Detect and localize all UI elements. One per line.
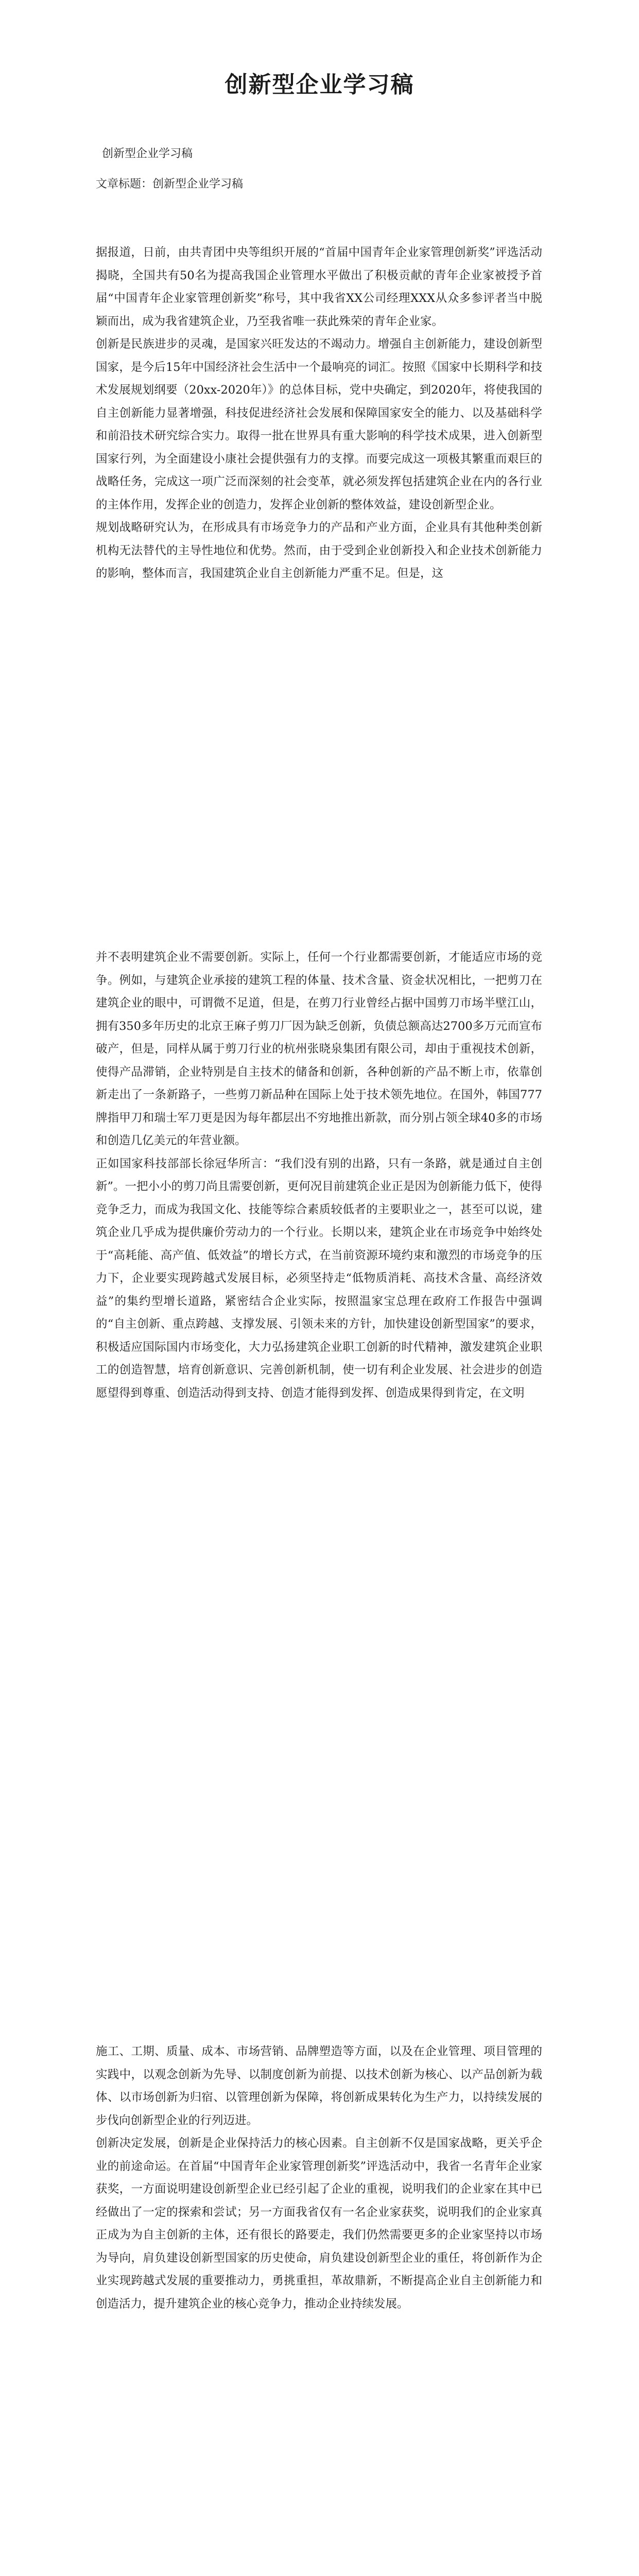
- paragraph: 施工、工期、质量、成本、市场营销、品牌塑造等方面，以及在企业管理、项目管理的实践中，以观念创新为先导、以制度创新为前提、以技术创新为核心、以产品创新为载体、以市场创新为归宿、以管理创新为保障，将创新成果转化为生产力，以持续发展的步伐向创新型企业的行列迈进。: [96, 2045, 542, 2127]
- document-title: 创新型企业学习稿: [224, 72, 415, 98]
- paragraph: 并不表明建筑企业不需要创新。实际上，任何一个行业都需要创新，才能适应市场的竞争。例如，与建筑企业承接的建筑工程的体量、技术含量、资金状况相比，一把剪刀在建筑企业的眼中，可谓微不足道，但是，在剪刀行业曾经占据中国剪刀市场半壁江山，拥有350多年历史的北京王麻子剪刀厂因为缺乏创新，负债总额高达2700多万元而宣布破产，但是，同样从属于剪刀行业的杭州张晓泉集团有限公司，却由于重视技术创新，使得产品滞销，企业特别是自主技术的储备和创新，各种创新的产品不断上市，依靠创新走出了一条新路子，一些剪刀新品种在国际上处于技术领先地位。在国外，韩国777牌指甲刀和瑞士军刀更是因为每年都层出不穷地推出新款，而分别占领全球40多的市场和创造几亿美元的年营业额。: [96, 951, 542, 1147]
- paragraph: 规划战略研究认为，在形成具有市场竞争力的产品和产业方面，企业具有其他种类创新机构无法替代的主导性地位和优势。然而，由于受到企业创新投入和企业技术创新能力的影响，整体而言，我国建筑企业自主创新能力严重不足。但是，这: [96, 521, 542, 580]
- paragraph: 正如国家科技部部长徐冠华所言：“我们没有别的出路，只有一条路，就是通过自主创新”。一把小小的剪刀尚且需要创新，更何况目前建筑企业正是因为创新能力低下，使得竞争乏力，而成为我国文化、技能等综合素质较低者的主要职业之一，甚至可以说，建筑企业几乎成为提供廉价劳动力的一个行业。长期以来，建筑企业在市场竞争中始终处于“高耗能、高产值、低效益”的增长方式，在当前资源环境约束和激烈的市场竞争的压力下，企业要实现跨越式发展目标，必须坚持走“低物质消耗、高技术含量、高经济效益”的集约型增长道路，紧密结合企业实际，按照温家宝总理在政府工作报告中强调的“自主创新、重点跨越、支撑发展、引领未来的方针，加快建设创新型国家”的要求，积极适应国际国内市场变化，大力弘扬建筑企业职工创新的时代精神，激发建筑企业职工的创造智慧，培育创新意识、完善创新机制，使一切有利企业发展、社会进步的创造愿望得到尊重、创造活动得到支持、创造才能得到发挥、创造成果得到肯定，在文明: [96, 1157, 542, 1400]
- text-block-1: [96, 241, 542, 585]
- paragraph: 创新是民族进步的灵魂，是国家兴旺发达的不竭动力。增强自主创新能力，建设创新型国家，是今后15年中国经济社会生活中一个最响亮的词汇。按照《国家中长期科学和技术发展规划纲要（20xx-2020年）》的总体目标，党中央确定，到2020年，将使我国的自主创新能力显著增强，科技促进经济社会发展和保障国家安全的能力、以及基础科学和前沿技术研究综合实力。取得一批在世界具有重大影响的科学技术成果，进入创新型国家行列，为全面建设小康社会提供强有力的支撑。而要完成这一项极其繁重而艰巨的战略任务，完成这一项广泛而深刻的社会变革，就必须发挥包括建筑企业在内的各行业的主体作用，发挥企业的创造力，发挥企业创新的整体效益，建设创新型企业。: [96, 337, 542, 512]
- paragraph: 创新决定发展，创新是企业保持活力的核心因素。自主创新不仅是国家战略，更关乎企业的前途命运。在首届“中国青年企业家管理创新奖”评选活动中，我省一名青年企业家获奖，一方面说明建设创新型企业已经引起了企业的重视，说明我们的企业家在其中已经做出了一定的探索和尝试；另一方面我省仅有一名企业家获奖，说明我们的企业家真正成为为自主创新的主体，还有很长的路要走，我们仍然需要更多的企业家坚持以市场为导向，肩负建设创新型国家的历史使命，肩负建设创新型企业的重任，将创新作为企业实现跨越式发展的重要推动力，勇挑重担，革故鼎新，不断提高企业自主创新能力和创造活力，提升建筑企业的核心竞争力，推动企业持续发展。: [96, 2137, 542, 2311]
- text-block-3: [96, 2040, 542, 2315]
- article-title-line: 文章标题：创新型企业学习稿: [96, 178, 244, 191]
- text-block-2: [96, 946, 542, 1404]
- paragraph: 据报道，日前，由共青团中央等组织开展的“首届中国青年企业家管理创新奖”评选活动揭晓，全国共有50名为提高我国企业管理水平做出了积极贡献的青年企业家被授予首届“中国青年企业家管理创新奖”称号，其中我省XX公司经理XXX从众多参评者当中脱颖而出，成为我省建筑企业，乃至我省唯一获此殊荣的青年企业家。: [96, 246, 542, 328]
- document-subtitle: 创新型企业学习稿: [102, 147, 193, 160]
